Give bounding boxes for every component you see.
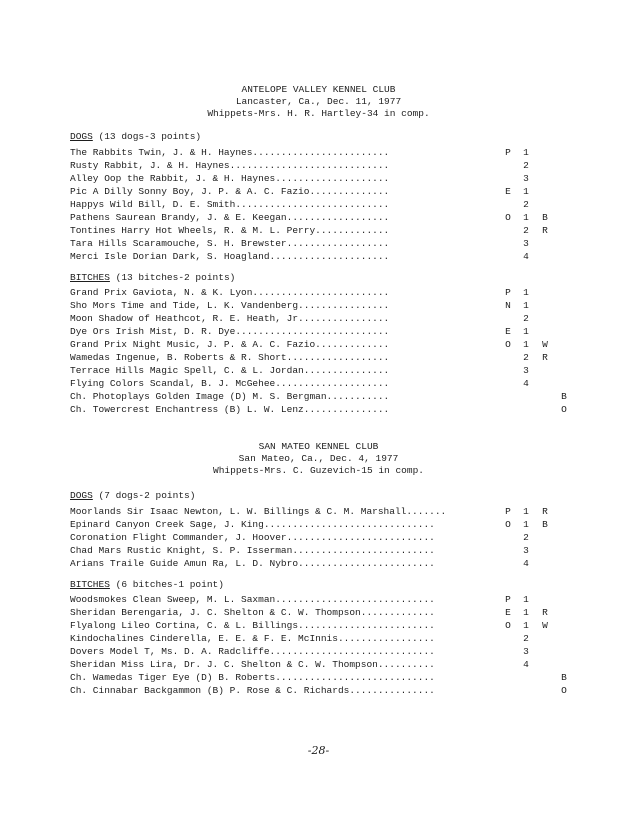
entry-name-owner: Terrace Hills Magic Spell, C. & L. Jordan............... — [70, 365, 390, 376]
placement: 1 — [523, 287, 529, 298]
entry-name-owner: Alley Oop the Rabbit, J. & H. Haynes.................... — [70, 173, 390, 184]
award-win: R — [542, 607, 548, 618]
placement: 4 — [523, 558, 529, 569]
award-win: R — [542, 352, 548, 363]
page-number: -28- — [307, 744, 330, 757]
dogs-heading-summary: (13 dogs-3 points) — [92, 131, 202, 142]
entry-name-owner: Rusty Rabbit, J. & H. Haynes............................ — [70, 160, 390, 171]
club-location: Lancaster, Ca., Dec. 11, 1977 — [235, 96, 402, 107]
placement: 4 — [523, 659, 529, 670]
placement: 1 — [523, 506, 529, 517]
entry-name-owner: Grand Prix Gaviota, N. & K. Lyon........................ — [70, 287, 390, 298]
class-code: E — [505, 326, 511, 337]
bitches-heading-label: BITCHES — [70, 579, 110, 590]
dogs-section-heading — [70, 490, 195, 502]
placement: 1 — [523, 326, 529, 337]
placement: 3 — [523, 238, 529, 249]
class-code: O — [505, 212, 511, 223]
entry-name-owner: Merci Isle Dorian Dark, S. Hoagland..................... — [70, 251, 390, 262]
class-code: P — [505, 594, 511, 605]
award-win: B — [542, 212, 548, 223]
entry-name-owner: Wamedas Ingenue, B. Roberts & R. Short.................. — [70, 352, 390, 363]
club-judge: Whippets-Mrs. C. Guzevich-15 in comp. — [213, 465, 424, 476]
dogs-heading-label: DOGS — [70, 490, 93, 501]
award-best: O — [561, 685, 567, 696]
entry-name-owner: Pic A Dilly Sonny Boy, J. P. & A. C. Fazio.............. — [70, 186, 390, 197]
class-code: O — [505, 620, 511, 631]
award-best: B — [561, 391, 567, 402]
award-win: W — [542, 339, 548, 350]
placement: 4 — [523, 251, 529, 262]
class-code: N — [505, 300, 511, 311]
entry-name-owner: Ch. Wamedas Tiger Eye (D) B. Roberts............................ — [70, 672, 435, 683]
dogs-heading-summary: (7 dogs-2 points) — [92, 490, 196, 501]
award-best: B — [561, 672, 567, 683]
entry-name-owner: Kindochalines Cinderella, E. E. & F. E. McInnis................. — [70, 633, 435, 644]
placement: 1 — [523, 519, 529, 530]
entry-name-owner: Chad Mars Rustic Knight, S. P. Isserman......................... — [70, 545, 435, 556]
entry-name-owner: Ch. Cinnabar Backgammon (B) P. Rose & C. Richards............... — [70, 685, 435, 696]
placement: 2 — [523, 633, 529, 644]
placement: 1 — [523, 186, 529, 197]
placement: 3 — [523, 646, 529, 657]
placement: 1 — [523, 607, 529, 618]
club-location: San Mateo, Ca., Dec. 4, 1977 — [238, 453, 399, 464]
award-win: R — [542, 225, 548, 236]
class-code: P — [505, 506, 511, 517]
class-code: P — [505, 287, 511, 298]
placement: 3 — [523, 173, 529, 184]
class-code: O — [505, 519, 511, 530]
placement: 2 — [523, 352, 529, 363]
entry-name-owner: Dovers Model T, Ms. D. A. Radcliffe............................. — [70, 646, 435, 657]
club-title: ANTELOPE VALLEY KENNEL CLUB — [241, 84, 396, 95]
placement: 3 — [523, 545, 529, 556]
placement: 1 — [523, 594, 529, 605]
entry-name-owner: Epinard Canyon Creek Sage, J. King.............................. — [70, 519, 435, 530]
class-code: E — [505, 607, 511, 618]
entry-name-owner: Moorlands Sir Isaac Newton, L. W. Billings & C. M. Marshall....... — [70, 506, 447, 517]
award-win: R — [542, 506, 548, 517]
club-title: SAN MATEO KENNEL CLUB — [258, 441, 379, 452]
bitches-heading-summary: (13 bitches-2 points) — [109, 272, 236, 283]
entry-name-owner: Ch. Photoplays Golden Image (D) M. S. Bergman........... — [70, 391, 390, 402]
entry-name-owner: Happys Wild Bill, D. E. Smith........................... — [70, 199, 390, 210]
entry-name-owner: Tara Hills Scaramouche, S. H. Brewster.................. — [70, 238, 390, 249]
bitches-heading-summary: (6 bitches-1 point) — [109, 579, 224, 590]
bitches-section-heading — [70, 272, 235, 284]
placement: 4 — [523, 378, 529, 389]
placement: 1 — [523, 339, 529, 350]
entry-name-owner: Sheridan Miss Lira, Dr. J. C. Shelton & C. W. Thompson.......... — [70, 659, 435, 670]
placement: 3 — [523, 365, 529, 376]
entry-name-owner: Arians Traile Guide Amun Ra, L. D. Nybro........................ — [70, 558, 435, 569]
class-code: E — [505, 186, 511, 197]
entry-name-owner: Tontines Harry Hot Wheels, R. & M. L. Perry............. — [70, 225, 390, 236]
placement: 1 — [523, 147, 529, 158]
placement: 2 — [523, 225, 529, 236]
club-judge: Whippets-Mrs. H. R. Hartley-34 in comp. — [207, 108, 430, 119]
entry-name-owner: Ch. Towercrest Enchantress (B) L. W. Lenz............... — [70, 404, 390, 415]
placement: 1 — [523, 300, 529, 311]
entry-name-owner: Coronation Flight Commander, J. Hoover.......................... — [70, 532, 435, 543]
class-code: O — [505, 339, 511, 350]
placement: 2 — [523, 532, 529, 543]
award-best: O — [561, 404, 567, 415]
entry-name-owner: Grand Prix Night Music, J. P. & A. C. Fazio............. — [70, 339, 390, 350]
placement: 2 — [523, 199, 529, 210]
award-win: B — [542, 519, 548, 530]
placement: 2 — [523, 313, 529, 324]
dogs-section-heading — [70, 131, 201, 143]
entry-name-owner: Sheridan Berengaria, J. C. Shelton & C. W. Thompson............. — [70, 607, 435, 618]
class-code: P — [505, 147, 511, 158]
entry-name-owner: Dye Ors Irish Mist, D. R. Dye........................... — [70, 326, 390, 337]
entry-name-owner: Moon Shadow of Heathcot, R. E. Heath, Jr................ — [70, 313, 390, 324]
award-win: W — [542, 620, 548, 631]
dogs-heading-label: DOGS — [70, 131, 93, 142]
entry-name-owner: Woodsmokes Clean Sweep, M. L. Saxman............................ — [70, 594, 435, 605]
placement: 2 — [523, 160, 529, 171]
placement: 1 — [523, 620, 529, 631]
entry-name-owner: Pathens Saurean Brandy, J. & E. Keegan.................. — [70, 212, 390, 223]
entry-name-owner: Flyalong Lileo Cortina, C. & L. Billings........................ — [70, 620, 435, 631]
entry-name-owner: Flying Colors Scandal, B. J. McGehee.................... — [70, 378, 390, 389]
bitches-heading-label: BITCHES — [70, 272, 110, 283]
entry-name-owner: The Rabbits Twin, J. & H. Haynes........................ — [70, 147, 390, 158]
entry-name-owner: Sho Mors Time and Tide, L. K. Vandenberg................ — [70, 300, 390, 311]
bitches-section-heading — [70, 579, 224, 591]
placement: 1 — [523, 212, 529, 223]
